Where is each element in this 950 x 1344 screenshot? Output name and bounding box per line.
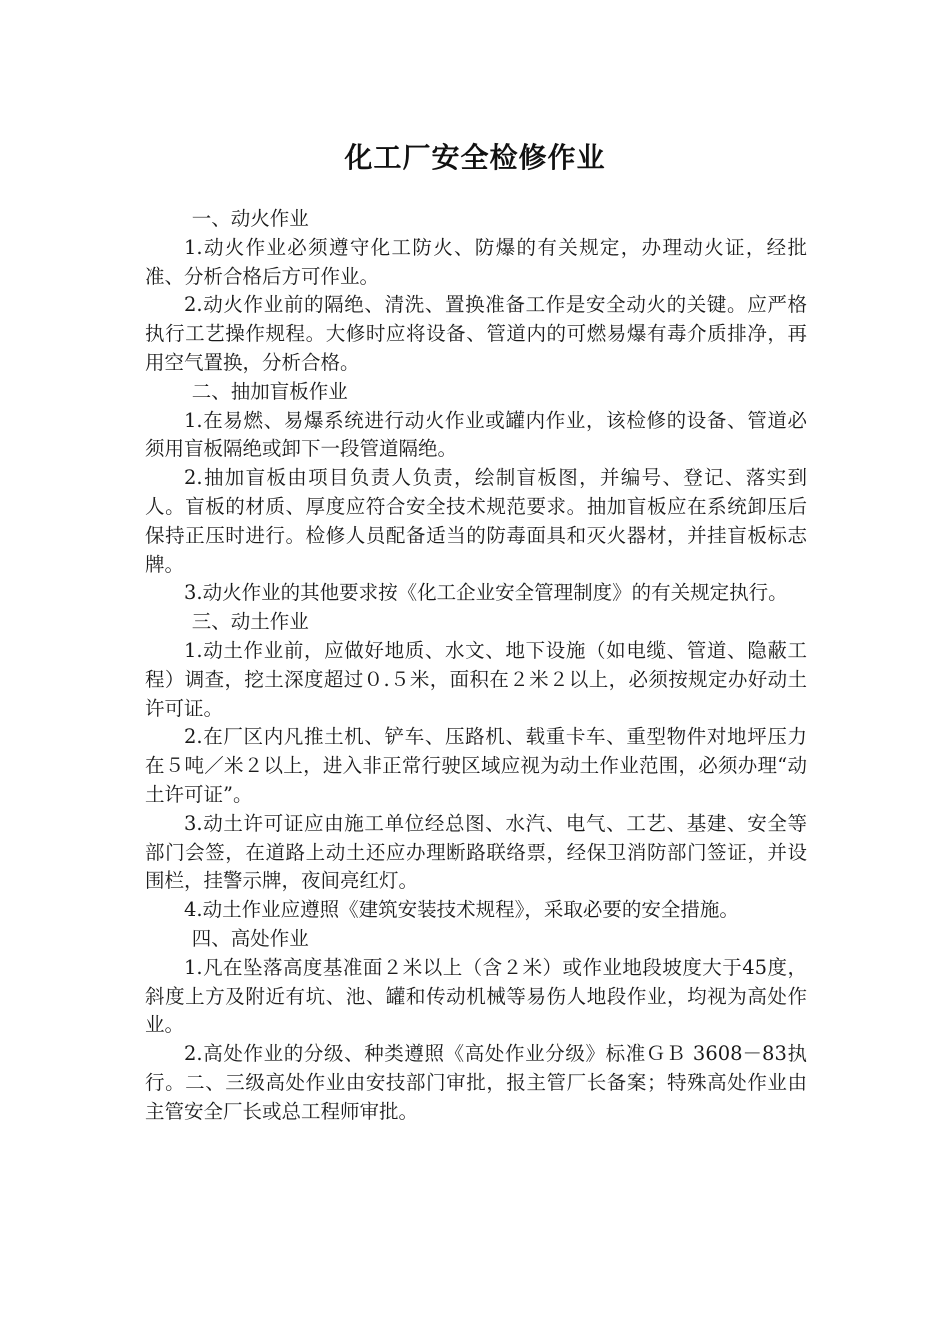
paragraph: 1.动土作业前，应做好地质、水文、地下设施（如电缆、管道、隐蔽工程）调查，挖土深度超过０.５米，面积在２米２以上，必须按规定办好动土许可证。 <box>145 638 807 720</box>
paragraph: 1.在易燃、易爆系统进行动火作业或罐内作业，该检修的设备、管道必须用盲板隔绝或卸下一段管道隔绝。 <box>145 408 807 461</box>
document-body <box>145 205 807 1127</box>
paragraph: 1.动火作业必须遵守化工防火、防爆的有关规定，办理动火证，经批准、分析合格后方可作业。 <box>145 235 807 288</box>
paragraph: 2.抽加盲板由项目负责人负责，绘制盲板图，并编号、登记、落实到人。盲板的材质、厚度应符合安全技术规范要求。抽加盲板应在系统卸压后保持正压时进行。检修人员配备适当的防毒面具和灭火器材，并挂盲板标志牌。 <box>145 466 807 576</box>
section-heading: 四、高处作业 <box>191 926 309 950</box>
paragraph: 3.动火作业的其他要求按《化工企业安全管理制度》的有关规定执行。 <box>184 581 788 605</box>
paragraph: 4.动土作业应遵照《建筑安装技术规程》，采取必要的安全措施。 <box>184 898 739 922</box>
section-heading: 三、动土作业 <box>191 610 309 634</box>
paragraph: 2.动火作业前的隔绝、清洗、置换准备工作是安全动火的关键。应严格执行工艺操作规程。大修时应将设备、管道内的可燃易爆有毒介质排净，再用空气置换，分析合格。 <box>145 293 807 374</box>
section-heading: 二、抽加盲板作业 <box>191 379 348 403</box>
section-heading: 一、动火作业 <box>191 207 309 230</box>
paragraph: 1.凡在坠落高度基准面２米以上（含２米）或作业地段坡度大于45度，斜度上方及附近有坑、池、罐和传动机械等易伤人地段作业，均视为高处作业。 <box>145 955 807 1037</box>
document-title: 化工厂安全检修作业 <box>344 141 606 174</box>
paragraph: 3.动土许可证应由施工单位经总图、水汽、电气、工艺、基建、安全等部门会签，在道路上动土还应办理断路联络票，经保卫消防部门签证，并设围栏，挂警示牌，夜间亮红灯。 <box>145 811 807 893</box>
paragraph: 2.在厂区内凡推土机、铲车、压路机、载重卡车、重型物件对地坪压力在５吨／米２以上，进入非正常行驶区域应视为动土作业范围，必须办理“动土许可证”。 <box>145 725 807 806</box>
paragraph: 2.高处作业的分级、种类遵照《高处作业分级》标准ＧＢ 3608－83执行。二、三级高处作业由安技部门审批，报主管厂长备案；特殊高处作业由主管安全厂长或总工程师审批。 <box>145 1042 807 1123</box>
